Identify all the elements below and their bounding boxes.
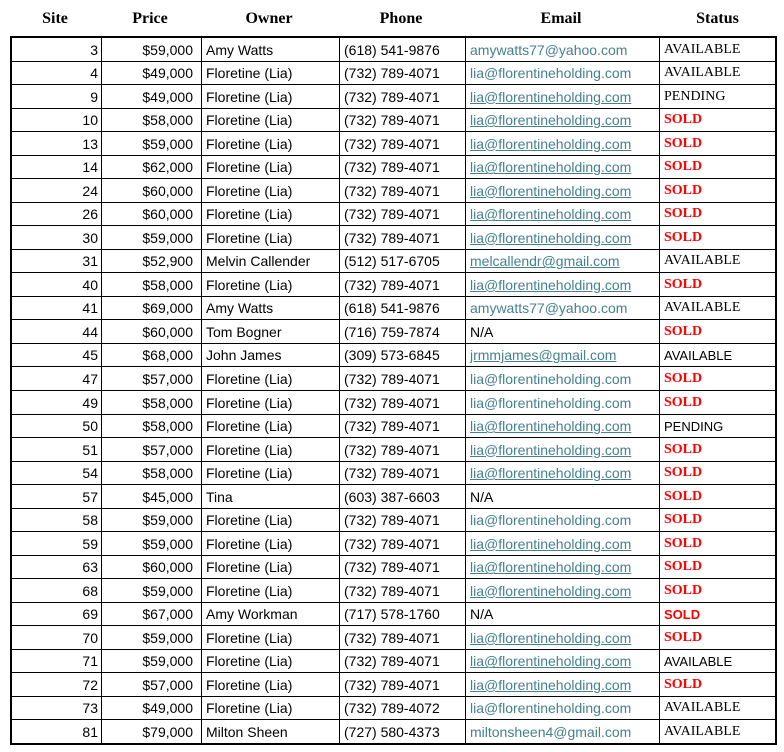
owner-cell: Tina bbox=[202, 485, 340, 508]
price-cell: $67,000 bbox=[102, 603, 202, 626]
phone-cell: (732) 789-4071 bbox=[340, 203, 466, 226]
email-cell bbox=[466, 579, 660, 602]
phone-cell: (732) 789-4071 bbox=[340, 179, 466, 202]
phone-cell: (732) 789-4071 bbox=[340, 415, 466, 438]
table-row bbox=[12, 85, 775, 109]
phone-cell: (732) 789-4071 bbox=[340, 391, 466, 414]
email-link[interactable]: amywatts77@yahoo.com bbox=[470, 300, 628, 317]
phone-cell: (618) 541-9876 bbox=[340, 38, 466, 61]
price-cell: $59,000 bbox=[102, 132, 202, 155]
price-cell: $58,000 bbox=[102, 462, 202, 485]
status-cell: PENDING bbox=[664, 88, 726, 104]
owner-cell: Floretine (Lia) bbox=[202, 673, 340, 696]
email-link[interactable]: lia@florentineholding.com bbox=[470, 159, 632, 176]
column-header-owner: Owner bbox=[245, 10, 293, 27]
site-cell: 72 bbox=[12, 673, 102, 696]
email-link[interactable]: lia@florentineholding.com bbox=[470, 394, 632, 411]
price-cell: $68,000 bbox=[102, 344, 202, 367]
email-cell bbox=[466, 532, 660, 555]
email-link[interactable]: lia@florentineholding.com bbox=[470, 135, 632, 152]
email-link[interactable]: lia@florentineholding.com bbox=[470, 370, 632, 387]
table-row bbox=[12, 673, 775, 697]
email-cell bbox=[466, 415, 660, 438]
price-cell: $58,000 bbox=[102, 273, 202, 296]
owner-cell: Floretine (Lia) bbox=[202, 697, 340, 720]
status-cell: SOLD bbox=[664, 441, 703, 457]
phone-cell: (732) 789-4071 bbox=[340, 226, 466, 249]
email-cell bbox=[466, 344, 660, 367]
owner-cell: Floretine (Lia) bbox=[202, 132, 340, 155]
owner-cell: Floretine (Lia) bbox=[202, 626, 340, 649]
email-link[interactable]: lia@florentineholding.com bbox=[470, 65, 632, 82]
email-link[interactable]: lia@florentineholding.com bbox=[470, 182, 632, 199]
price-cell: $59,000 bbox=[102, 650, 202, 673]
phone-cell: (732) 789-4071 bbox=[340, 156, 466, 179]
email-cell bbox=[466, 650, 660, 673]
email-cell bbox=[466, 391, 660, 414]
table-row bbox=[12, 415, 775, 439]
email-link[interactable]: lia@florentineholding.com bbox=[470, 629, 632, 646]
status-cell: SOLD bbox=[664, 535, 703, 551]
price-cell: $58,000 bbox=[102, 415, 202, 438]
owner-cell: Milton Sheen bbox=[202, 720, 340, 743]
phone-cell: (717) 578-1760 bbox=[340, 603, 466, 626]
price-cell: $45,000 bbox=[102, 485, 202, 508]
email-link[interactable]: lia@florentineholding.com bbox=[470, 512, 632, 529]
table-row bbox=[12, 203, 775, 227]
status-cell: SOLD bbox=[664, 394, 703, 410]
email-cell bbox=[466, 673, 660, 696]
email-cell bbox=[466, 203, 660, 226]
site-cell: 81 bbox=[12, 720, 102, 743]
price-cell: $60,000 bbox=[102, 179, 202, 202]
phone-cell: (732) 789-4071 bbox=[340, 62, 466, 85]
site-cell: 30 bbox=[12, 226, 102, 249]
phone-cell: (309) 573-6845 bbox=[340, 344, 466, 367]
status-cell: SOLD bbox=[664, 323, 703, 339]
price-cell: $62,000 bbox=[102, 156, 202, 179]
site-cell: 59 bbox=[12, 532, 102, 555]
status-cell: SOLD bbox=[664, 159, 703, 175]
status-cell: SOLD bbox=[664, 676, 703, 692]
phone-cell: (732) 789-4071 bbox=[340, 438, 466, 461]
email-link[interactable]: lia@florentineholding.com bbox=[470, 112, 632, 129]
status-cell: SOLD bbox=[664, 559, 703, 575]
site-cell: 50 bbox=[12, 415, 102, 438]
table-row bbox=[12, 556, 775, 580]
price-cell: $49,000 bbox=[102, 697, 202, 720]
owner-cell: Tom Bogner bbox=[202, 320, 340, 343]
site-cell: 51 bbox=[12, 438, 102, 461]
owner-cell: Floretine (Lia) bbox=[202, 179, 340, 202]
table-row bbox=[12, 603, 775, 627]
price-cell: $69,000 bbox=[102, 297, 202, 320]
column-header-email: Email bbox=[540, 10, 582, 27]
table-row bbox=[12, 156, 775, 180]
table-row bbox=[12, 579, 775, 603]
table-row bbox=[12, 626, 775, 650]
table-row bbox=[12, 179, 775, 203]
email-cell bbox=[466, 38, 660, 61]
owner-cell: Floretine (Lia) bbox=[202, 109, 340, 132]
owner-cell: Floretine (Lia) bbox=[202, 391, 340, 414]
site-cell: 54 bbox=[12, 462, 102, 485]
phone-cell: (732) 789-4071 bbox=[340, 367, 466, 390]
phone-cell: (727) 580-4373 bbox=[340, 720, 466, 743]
email-cell bbox=[466, 462, 660, 485]
price-cell: $59,000 bbox=[102, 38, 202, 61]
price-cell: $60,000 bbox=[102, 320, 202, 343]
listings-table bbox=[10, 36, 777, 745]
email-cell bbox=[466, 509, 660, 532]
price-cell: $59,000 bbox=[102, 626, 202, 649]
email-link[interactable]: lia@florentineholding.com bbox=[470, 465, 632, 482]
email-cell bbox=[466, 720, 660, 743]
price-cell: $58,000 bbox=[102, 109, 202, 132]
email-na-text: N/A bbox=[470, 606, 494, 623]
email-link[interactable]: lia@florentineholding.com bbox=[470, 653, 632, 670]
email-cell bbox=[466, 250, 660, 273]
table-row bbox=[12, 226, 775, 250]
status-cell: AVAILABLE bbox=[664, 253, 741, 269]
site-cell: 71 bbox=[12, 650, 102, 673]
phone-cell: (732) 789-4071 bbox=[340, 626, 466, 649]
email-link[interactable]: lia@florentineholding.com bbox=[470, 676, 632, 693]
table-row bbox=[12, 320, 775, 344]
email-cell bbox=[466, 603, 660, 626]
phone-cell: (732) 789-4071 bbox=[340, 462, 466, 485]
table-row bbox=[12, 509, 775, 533]
table-row bbox=[12, 485, 775, 509]
email-cell bbox=[466, 485, 660, 508]
status-cell: SOLD bbox=[664, 206, 703, 222]
status-cell: AVAILABLE bbox=[664, 348, 733, 364]
owner-cell: John James bbox=[202, 344, 340, 367]
site-cell: 57 bbox=[12, 485, 102, 508]
status-cell: AVAILABLE bbox=[664, 700, 741, 716]
status-cell: AVAILABLE bbox=[664, 723, 741, 739]
site-cell: 63 bbox=[12, 556, 102, 579]
owner-cell: Floretine (Lia) bbox=[202, 579, 340, 602]
site-cell: 9 bbox=[12, 85, 102, 108]
email-cell bbox=[466, 179, 660, 202]
phone-cell: (732) 789-4071 bbox=[340, 109, 466, 132]
column-header-status: Status bbox=[696, 10, 739, 27]
phone-cell: (732) 789-4071 bbox=[340, 673, 466, 696]
status-cell: SOLD bbox=[664, 488, 703, 504]
email-link[interactable]: lia@florentineholding.com bbox=[470, 229, 632, 246]
price-cell: $59,000 bbox=[102, 226, 202, 249]
status-cell: SOLD bbox=[664, 276, 703, 292]
table-header-row bbox=[10, 4, 777, 34]
email-link[interactable]: lia@florentineholding.com bbox=[470, 535, 632, 552]
status-cell: SOLD bbox=[664, 465, 703, 481]
site-cell: 31 bbox=[12, 250, 102, 273]
status-cell: PENDING bbox=[664, 419, 724, 435]
email-cell bbox=[466, 626, 660, 649]
owner-cell: Melvin Callender bbox=[202, 250, 340, 273]
owner-cell: Floretine (Lia) bbox=[202, 367, 340, 390]
status-cell: SOLD bbox=[664, 512, 703, 528]
site-cell: 24 bbox=[12, 179, 102, 202]
status-cell: AVAILABLE bbox=[664, 65, 741, 81]
email-link[interactable]: lia@florentineholding.com bbox=[470, 559, 632, 576]
email-cell bbox=[466, 297, 660, 320]
table-row bbox=[12, 697, 775, 721]
column-header-price: Price bbox=[132, 10, 168, 27]
price-cell: $49,000 bbox=[102, 85, 202, 108]
owner-cell: Floretine (Lia) bbox=[202, 462, 340, 485]
table-row bbox=[12, 132, 775, 156]
email-cell bbox=[466, 109, 660, 132]
site-cell: 70 bbox=[12, 626, 102, 649]
email-cell bbox=[466, 156, 660, 179]
phone-cell: (716) 759-7874 bbox=[340, 320, 466, 343]
owner-cell: Floretine (Lia) bbox=[202, 415, 340, 438]
site-cell: 3 bbox=[12, 38, 102, 61]
status-cell: SOLD bbox=[664, 229, 703, 245]
site-cell: 13 bbox=[12, 132, 102, 155]
email-na-text: N/A bbox=[470, 323, 494, 340]
status-cell: SOLD bbox=[664, 112, 703, 128]
status-cell: SOLD bbox=[664, 629, 703, 645]
email-cell bbox=[466, 273, 660, 296]
site-cell: 40 bbox=[12, 273, 102, 296]
email-na-text: N/A bbox=[470, 488, 494, 505]
status-cell: SOLD bbox=[664, 607, 701, 623]
table-row bbox=[12, 62, 775, 86]
phone-cell: (512) 517-6705 bbox=[340, 250, 466, 273]
email-link[interactable]: miltonsheen4@gmail.com bbox=[470, 723, 632, 740]
owner-cell: Floretine (Lia) bbox=[202, 226, 340, 249]
phone-cell: (732) 789-4071 bbox=[340, 509, 466, 532]
price-cell: $79,000 bbox=[102, 720, 202, 743]
table-row bbox=[12, 297, 775, 321]
phone-cell: (732) 789-4071 bbox=[340, 532, 466, 555]
phone-cell: (732) 789-4071 bbox=[340, 85, 466, 108]
status-cell: AVAILABLE bbox=[664, 41, 741, 57]
table-row bbox=[12, 367, 775, 391]
owner-cell: Floretine (Lia) bbox=[202, 203, 340, 226]
status-cell: AVAILABLE bbox=[664, 300, 741, 316]
status-cell: SOLD bbox=[664, 582, 703, 598]
phone-cell: (732) 789-4071 bbox=[340, 273, 466, 296]
phone-cell: (732) 789-4071 bbox=[340, 650, 466, 673]
site-cell: 73 bbox=[12, 697, 102, 720]
site-cell: 41 bbox=[12, 297, 102, 320]
owner-cell: Amy Watts bbox=[202, 297, 340, 320]
site-cell: 14 bbox=[12, 156, 102, 179]
owner-cell: Floretine (Lia) bbox=[202, 556, 340, 579]
email-link[interactable]: lia@florentineholding.com bbox=[470, 276, 632, 293]
owner-cell: Floretine (Lia) bbox=[202, 273, 340, 296]
owner-cell: Floretine (Lia) bbox=[202, 62, 340, 85]
owner-cell: Floretine (Lia) bbox=[202, 509, 340, 532]
site-cell: 44 bbox=[12, 320, 102, 343]
price-cell: $59,000 bbox=[102, 579, 202, 602]
email-link[interactable]: melcallendr@gmail.com bbox=[470, 253, 620, 270]
owner-cell: Floretine (Lia) bbox=[202, 650, 340, 673]
price-cell: $60,000 bbox=[102, 203, 202, 226]
price-cell: $58,000 bbox=[102, 391, 202, 414]
email-cell bbox=[466, 556, 660, 579]
owner-cell: Floretine (Lia) bbox=[202, 532, 340, 555]
email-cell bbox=[466, 697, 660, 720]
email-link[interactable]: lia@florentineholding.com bbox=[470, 88, 632, 105]
column-header-phone: Phone bbox=[379, 10, 423, 27]
table-row bbox=[12, 391, 775, 415]
site-cell: 68 bbox=[12, 579, 102, 602]
price-cell: $59,000 bbox=[102, 509, 202, 532]
column-header-site: Site bbox=[42, 10, 68, 27]
status-cell: SOLD bbox=[664, 370, 703, 386]
table-row bbox=[12, 438, 775, 462]
phone-cell: (732) 789-4071 bbox=[340, 132, 466, 155]
owner-cell: Floretine (Lia) bbox=[202, 156, 340, 179]
email-cell bbox=[466, 226, 660, 249]
email-link[interactable]: lia@florentineholding.com bbox=[470, 206, 632, 223]
table-row bbox=[12, 720, 775, 743]
status-cell: AVAILABLE bbox=[664, 654, 733, 670]
price-cell: $57,000 bbox=[102, 367, 202, 390]
phone-cell: (732) 789-4072 bbox=[340, 697, 466, 720]
price-cell: $49,000 bbox=[102, 62, 202, 85]
price-cell: $57,000 bbox=[102, 673, 202, 696]
site-cell: 26 bbox=[12, 203, 102, 226]
price-cell: $60,000 bbox=[102, 556, 202, 579]
price-cell: $57,000 bbox=[102, 438, 202, 461]
email-cell bbox=[466, 438, 660, 461]
owner-cell: Amy Watts bbox=[202, 38, 340, 61]
email-cell bbox=[466, 62, 660, 85]
email-link[interactable]: lia@florentineholding.com bbox=[470, 441, 632, 458]
email-link[interactable]: lia@florentineholding.com bbox=[470, 700, 632, 717]
owner-cell: Floretine (Lia) bbox=[202, 438, 340, 461]
status-cell: SOLD bbox=[664, 135, 703, 151]
table-row bbox=[12, 462, 775, 486]
email-cell bbox=[466, 85, 660, 108]
price-cell: $52,900 bbox=[102, 250, 202, 273]
owner-cell: Amy Workman bbox=[202, 603, 340, 626]
table-row bbox=[12, 532, 775, 556]
email-link[interactable]: amywatts77@yahoo.com bbox=[470, 41, 628, 58]
site-cell: 49 bbox=[12, 391, 102, 414]
phone-cell: (618) 541-9876 bbox=[340, 297, 466, 320]
site-cell: 58 bbox=[12, 509, 102, 532]
site-cell: 10 bbox=[12, 109, 102, 132]
status-cell: SOLD bbox=[664, 182, 703, 198]
site-cell: 4 bbox=[12, 62, 102, 85]
owner-cell: Floretine (Lia) bbox=[202, 85, 340, 108]
table-row bbox=[12, 109, 775, 133]
table-row bbox=[12, 250, 775, 274]
site-cell: 45 bbox=[12, 344, 102, 367]
email-link[interactable]: jrmmjames@gmail.com bbox=[470, 347, 617, 364]
site-cell: 69 bbox=[12, 603, 102, 626]
table-row bbox=[12, 344, 775, 368]
table-row bbox=[12, 38, 775, 62]
email-cell bbox=[466, 367, 660, 390]
site-cell: 47 bbox=[12, 367, 102, 390]
email-link[interactable]: lia@florentineholding.com bbox=[470, 418, 632, 435]
table-row bbox=[12, 650, 775, 674]
email-cell bbox=[466, 132, 660, 155]
phone-cell: (732) 789-4071 bbox=[340, 579, 466, 602]
email-cell bbox=[466, 320, 660, 343]
email-link[interactable]: lia@florentineholding.com bbox=[470, 582, 632, 599]
price-cell: $59,000 bbox=[102, 532, 202, 555]
phone-cell: (732) 789-4071 bbox=[340, 556, 466, 579]
phone-cell: (603) 387-6603 bbox=[340, 485, 466, 508]
table-row bbox=[12, 273, 775, 297]
